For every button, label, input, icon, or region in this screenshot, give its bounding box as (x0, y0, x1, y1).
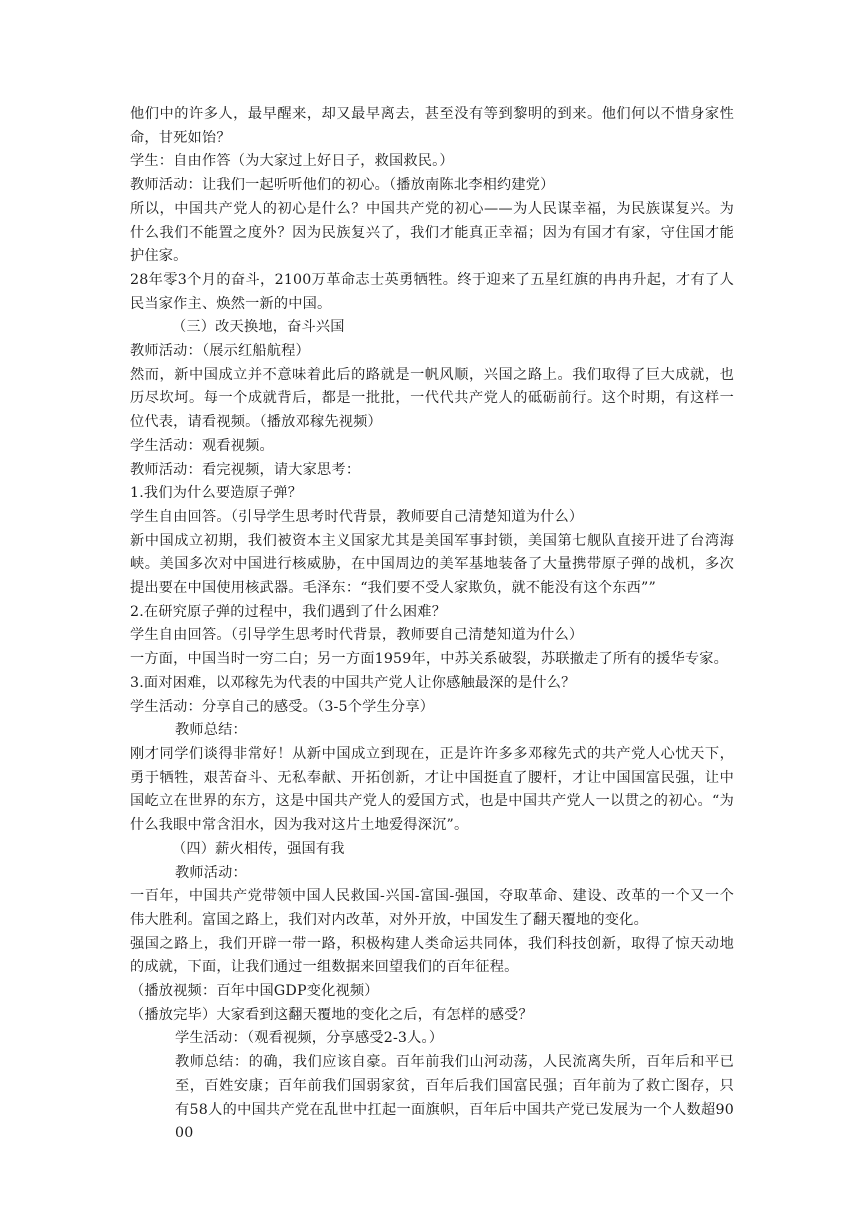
paragraph: 教师活动：看完视频，请大家思考： (130, 461, 361, 478)
paragraph: 学生自由回答。（引导学生思考时代背景，教师要自己清楚知道为什么） (130, 627, 584, 644)
paragraph: 刚才同学们谈得非常好！从新中国成立到现在，正是许许多多邓稼先式的共产党人心忧天下，勇于牺牲，艰苦奋斗、无私奉献、开拓创新，才让中国挺直了腰杆，才让中国国富民强，让中国屹立在世界的东方，这是中国共产党人的爱国方式，也是中国共产党人一以贯之的初心。“为什么我眼中常含泪水，因为我对这片土地爱得深沉”。 (130, 745, 734, 834)
paragraph: 28年零3个月的奋斗，2100万革命志士英勇牺牲。终于迎来了五星红旗的冉冉升起，才有了人民当家作主、焕然一新的中国。 (130, 271, 734, 312)
document-body (130, 103, 734, 1146)
paragraph: （播放视频：百年中国GDP变化视频） (130, 983, 379, 1000)
paragraph: （四）薪火相传，强国有我 (172, 840, 345, 857)
paragraph: 一百年，中国共产党带领中国人民救国-兴国-富国-强国，夺取革命、建设、改革的一个又一个伟大胜利。富国之路上，我们对内改革，对外开放，中国发生了翻天覆地的变化。 (130, 888, 734, 928)
paragraph: 学生自由回答。（引导学生思考时代背景，教师要自己清楚知道为什么） (130, 508, 584, 525)
paragraph: 学生活动：分享自己的感受。（3-5个学生分享） (130, 698, 435, 715)
paragraph: 学生活动：观看视频。 (130, 437, 274, 454)
paragraph: 教师活动：（展示红船航程） (130, 343, 310, 360)
paragraph: 新中国成立初期，我们被资本主义国家尤其是美国军事封锁，美国第七舰队直接开进了台湾海峡。美国多次对中国进行核威胁，在中国周边的美军基地装备了大量携带原子弹的战机，多次提出要在中国使用核武器。毛泽东：“我们要不受人家欺负，就不能没有这个东西”” (130, 532, 734, 597)
paragraph: 学生：自由作答（为大家过上好日子，救国救民。） (130, 153, 454, 170)
paragraph: （播放完毕）大家看到这翻天覆地的变化之后，有怎样的感受？ (130, 1006, 533, 1023)
paragraph: 一方面，中国当时一穷二白；另一方面1959年，中苏关系破裂，苏联撤走了所有的援华专家。 (130, 651, 729, 668)
paragraph: 他们中的许多人，最早醒来，却又最早离去，甚至没有等到黎明的到来。他们何以不惜身家性命，甘死如饴？ (130, 106, 734, 146)
paragraph: 教师总结：的确，我们应该自豪。百年前我们山河动荡，人民流离失所，百年后和平已至，百姓安康；百年前我们国弱家贫，百年后我们国富民强；百年前为了救亡图存，只有58人的中国共产党在乱世中扛起一面旗帜，百年后中国共产党已发展为一个人数超9000 (175, 1054, 734, 1142)
paragraph: 学生活动：（观看视频，分享感受2-3人。） (175, 1030, 444, 1047)
paragraph: 3.面对困难，以邓稼先为代表的中国共产党人让你感触最深的是什么？ (130, 674, 576, 691)
paragraph: 强国之路上，我们开辟一带一路，积极构建人类命运共同体，我们科技创新，取得了惊天动地的成就，下面，让我们通过一组数据来回望我们的百年征程。 (130, 935, 734, 976)
paragraph: 2.在研究原子弹的过程中，我们遇到了什么困难？ (130, 603, 447, 620)
paragraph: 所以，中国共产党人的初心是什么？中国共产党的初心——为人民谋幸福，为民族谋复兴。为什么我们不能置之度外？因为民族复兴了，我们才能真正幸福；因为有国才有家，守住国才能护住家。 (130, 200, 734, 265)
paragraph: 教师活动：让我们一起听听他们的初心。（播放南陈北李相约建党） (130, 177, 555, 194)
paragraph: （三）改天换地，奋斗兴国 (172, 319, 345, 336)
paragraph: 然而，新中国成立并不意味着此后的路就是一帆风顺，兴国之路上。我们取得了巨大成就，也历尽坎坷。每一个成就背后，都是一批批，一代代共产党人的砥砺前行。这个时期，有这样一位代表，请看视频。（播放邓稼先视频） (130, 366, 734, 431)
paragraph: 教师总结： (175, 722, 247, 739)
paragraph: 教师活动： (175, 864, 247, 881)
paragraph: 1.我们为什么要造原子弹？ (130, 485, 303, 502)
